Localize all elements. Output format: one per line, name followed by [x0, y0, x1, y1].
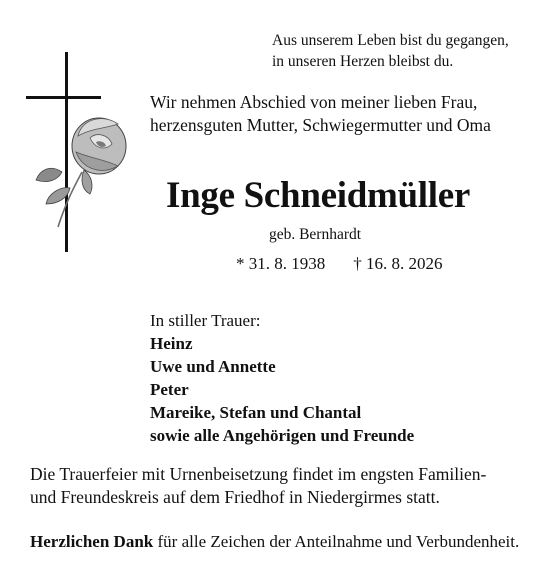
mourners-block [150, 309, 414, 447]
intro-line-2: herzensguten Mutter, Schwiegermutter und Oma [150, 115, 491, 135]
thanks-rest: für alle Zeichen der Anteilnahme und Verbundenheit. [153, 532, 520, 551]
mourner-name: Heinz [150, 334, 193, 353]
death-date: † 16. 8. 2026 [353, 254, 443, 273]
mourners-heading: In stiller Trauer: [150, 311, 261, 330]
thanks-line [30, 532, 519, 552]
motto-line-1: Aus unserem Leben bist du gegangen, [272, 32, 509, 49]
motto-text [272, 30, 509, 72]
deceased-name: Inge Schneidmüller [166, 175, 470, 216]
funeral-info-line-1: Die Trauerfeier mit Urnenbeisetzung findet im engsten Familien- [30, 464, 487, 484]
farewell-intro [150, 91, 491, 137]
mourner-name: Peter [150, 380, 189, 399]
thanks-bold: Herzlichen Dank [30, 532, 154, 551]
funeral-info-line-2: und Freundeskreis auf dem Friedhof in Niedergirmes statt. [30, 487, 440, 507]
intro-line-1: Wir nehmen Abschied von meiner lieben Frau, [150, 92, 478, 112]
mourner-name: sowie alle Angehörigen und Freunde [150, 426, 415, 445]
motto-line-2: in unseren Herzen bleibst du. [272, 53, 454, 70]
life-dates [236, 254, 443, 274]
birth-date: * 31. 8. 1938 [236, 254, 326, 273]
mourner-name: Uwe und Annette [150, 357, 276, 376]
birth-name: geb. Bernhardt [268, 226, 362, 243]
mourner-name: Mareike, Stefan und Chantal [150, 403, 362, 422]
funeral-info [30, 463, 486, 509]
